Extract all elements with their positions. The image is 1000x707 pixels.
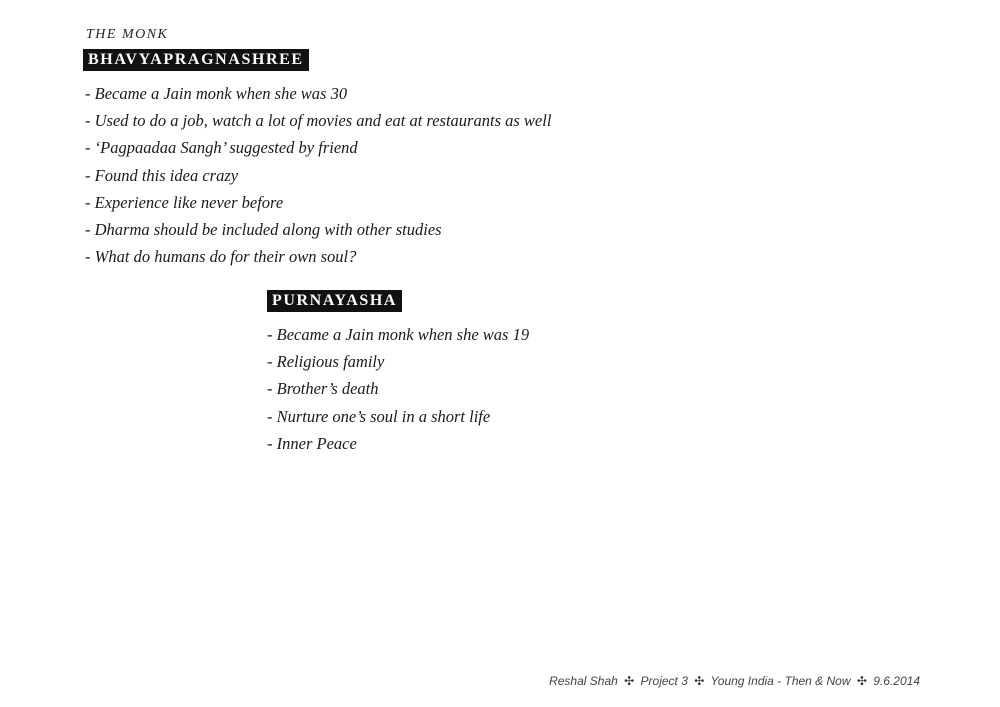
page-footer <box>549 674 920 688</box>
list-item: - Found this idea crazy <box>85 165 239 185</box>
footer-date: 9.6.2014 <box>873 674 920 688</box>
list-item: - What do humans do for their own soul? <box>85 247 357 267</box>
list-item: - Brother’s death <box>267 379 379 399</box>
footer-title: Young India - Then & Now <box>710 674 851 688</box>
list-item: - Became a Jain monk when she was 30 <box>85 84 348 103</box>
footer-project: Project 3 <box>640 674 688 688</box>
list-item: - Inner Peace <box>267 433 357 453</box>
separator-icon: ✣ <box>856 674 867 688</box>
separator-icon: ✣ <box>694 674 705 688</box>
monk-name-heading: PURNAYASHA <box>267 290 402 312</box>
monk-points-list <box>85 80 551 270</box>
list-item: - Experience like never before <box>85 192 284 212</box>
list-item: - Religious family <box>267 352 385 372</box>
separator-icon: ✣ <box>624 674 635 688</box>
list-item: - Used to do a job, watch a lot of movies and eat at restaurants as well <box>85 111 552 131</box>
section-label: THE MONK <box>86 27 169 42</box>
list-item: - Nurture one’s soul in a short life <box>267 406 491 426</box>
list-item: - Became a Jain monk when she was 19 <box>267 325 530 344</box>
monk-points-list <box>267 321 529 457</box>
list-item: - ‘Pagpaadaa Sangh’ suggested by friend <box>85 138 358 158</box>
list-item: - Dharma should be included along with other studies <box>85 220 442 240</box>
monk-name-heading: BHAVYAPRAGNASHREE <box>83 49 309 71</box>
footer-author: Reshal Shah <box>549 674 618 688</box>
